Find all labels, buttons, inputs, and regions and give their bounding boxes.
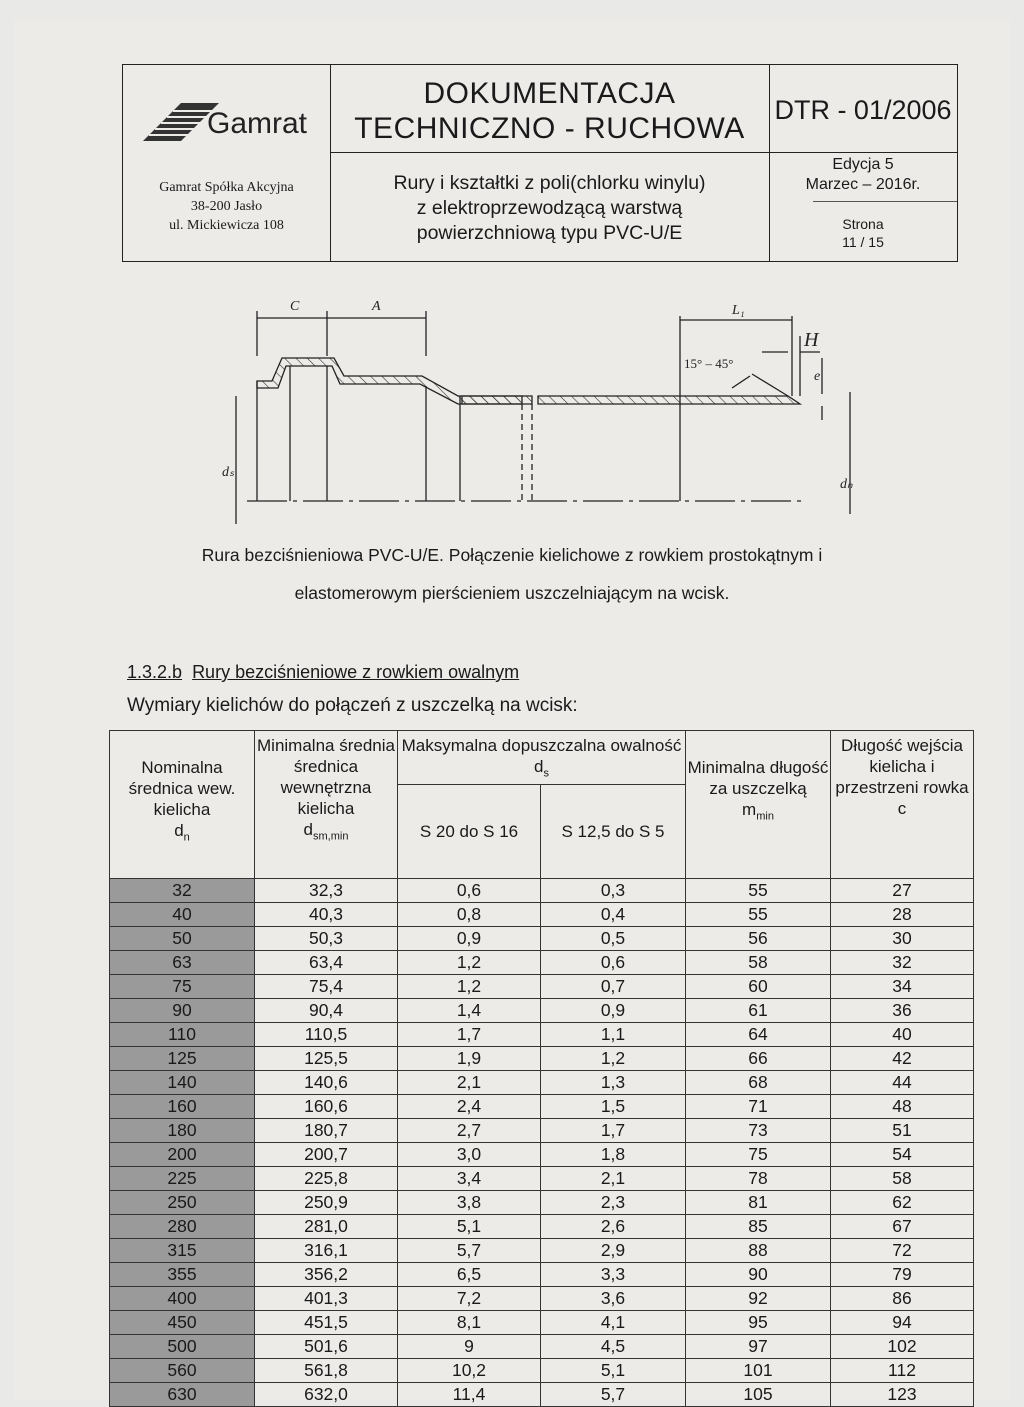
col-max-ovality-sub: s: [543, 767, 549, 780]
table-cell: 102: [831, 1335, 974, 1359]
col-entry-length: [831, 731, 974, 879]
label-ds: dₛ: [222, 465, 235, 480]
table-cell: 75: [110, 975, 255, 999]
table-cell: 180: [110, 1119, 255, 1143]
table-cell: 315: [110, 1239, 255, 1263]
table-cell: 66: [686, 1047, 831, 1071]
table-cell: 3,0: [398, 1143, 541, 1167]
col-ovality-s20-s16: S 20 do S 16: [398, 785, 541, 879]
table-cell: 58: [686, 951, 831, 975]
table-row: [110, 975, 974, 999]
table-cell: 51: [831, 1119, 974, 1143]
col-nominal-diameter-sub: n: [183, 831, 190, 844]
table-cell: 61: [686, 999, 831, 1023]
table-cell: 1,9: [398, 1047, 541, 1071]
table-cell: 86: [831, 1287, 974, 1311]
table-cell: 58: [831, 1167, 974, 1191]
table-cell: 280: [110, 1215, 255, 1239]
doc-title-line-2: TECHNICZNO - RUCHOWA: [354, 112, 745, 145]
col-min-mean-diameter-label: Minimalna średnia średnica wewnętrzna kielicha: [257, 736, 395, 818]
table-cell: 0,3: [541, 879, 686, 903]
table-cell: 3,3: [541, 1263, 686, 1287]
table-cell: 1,7: [541, 1119, 686, 1143]
table-cell: 2,1: [398, 1071, 541, 1095]
table-cell: 451,5: [255, 1311, 398, 1335]
table-cell: 40: [110, 903, 255, 927]
table-cell: 200,7: [255, 1143, 398, 1167]
table-cell: 101: [686, 1359, 831, 1383]
table-cell: 450: [110, 1311, 255, 1335]
table-cell: 95: [686, 1311, 831, 1335]
table-cell: 8,1: [398, 1311, 541, 1335]
table-cell: 123: [831, 1383, 974, 1407]
table-cell: 1,5: [541, 1095, 686, 1119]
label-dn: dₙ: [840, 477, 853, 492]
doc-code: DTR - 01/2006: [774, 95, 952, 125]
table-cell: 0,9: [398, 927, 541, 951]
table-cell: 10,2: [398, 1359, 541, 1383]
table-cell: 54: [831, 1143, 974, 1167]
table-row: [110, 1335, 974, 1359]
table-row: [110, 1263, 974, 1287]
table-cell: 2,6: [541, 1215, 686, 1239]
code-cell: [769, 65, 957, 261]
table-cell: 64: [686, 1023, 831, 1047]
table-cell: 56: [686, 927, 831, 951]
document-header: [122, 64, 958, 262]
section-title: Rury bezciśnieniowe z rowkiem owalnym: [192, 662, 520, 682]
table-cell: 40,3: [255, 903, 398, 927]
col-nominal-diameter-symbol: d: [174, 821, 184, 840]
table-cell: 4,5: [541, 1335, 686, 1359]
table-cell: 1,4: [398, 999, 541, 1023]
table-cell: 72: [831, 1239, 974, 1263]
table-cell: 1,1: [541, 1023, 686, 1047]
table-row: [110, 1167, 974, 1191]
table-cell: 250: [110, 1191, 255, 1215]
table-cell: 630: [110, 1383, 255, 1407]
table-cell: 63: [110, 951, 255, 975]
table-row: [110, 1047, 974, 1071]
table-row: [110, 903, 974, 927]
table-cell: 112: [831, 1359, 974, 1383]
edition-date: Marzec – 2016r.: [805, 176, 921, 193]
label-c: C: [290, 299, 300, 314]
table-cell: 11,4: [398, 1383, 541, 1407]
table-row: [110, 1143, 974, 1167]
table-cell: 88: [686, 1239, 831, 1263]
table-cell: 73: [686, 1119, 831, 1143]
col-min-mean-diameter-symbol: d: [303, 820, 313, 839]
col-min-length-symbol: m: [742, 800, 757, 819]
table-row: [110, 1311, 974, 1335]
table-cell: 9: [398, 1335, 541, 1359]
table-cell: 55: [686, 903, 831, 927]
table-cell: 48: [831, 1095, 974, 1119]
col-entry-length-symbol: c: [897, 799, 907, 818]
table-cell: 50: [110, 927, 255, 951]
doc-code-cell: [769, 65, 957, 153]
table-cell: 90: [110, 999, 255, 1023]
table-cell: 36: [831, 999, 974, 1023]
address-line-2: ul. Mickiewicza 108: [169, 218, 284, 233]
table-cell: 281,0: [255, 1215, 398, 1239]
table-row: [110, 1359, 974, 1383]
table-cell: 30: [831, 927, 974, 951]
figure-caption-line-1: Rura bezciśnieniowa PVC-U/E. Połączenie kielichowe z rowkiem prostokątnym i: [201, 545, 823, 565]
col-min-mean-diameter-sub: sm,min: [313, 830, 349, 843]
table-cell: 1,3: [541, 1071, 686, 1095]
table-cell: 75,4: [255, 975, 398, 999]
table-cell: 85: [686, 1215, 831, 1239]
table-cell: 160: [110, 1095, 255, 1119]
table-cell: 3,6: [541, 1287, 686, 1311]
table-row: [110, 927, 974, 951]
table-row: [110, 999, 974, 1023]
doc-title-line-1: DOKUMENTACJA: [423, 77, 676, 110]
table-cell: 1,7: [398, 1023, 541, 1047]
col-nominal-diameter: [110, 731, 255, 879]
table-cell: 1,2: [398, 975, 541, 999]
table-cell: 68: [686, 1071, 831, 1095]
table-row: [110, 1383, 974, 1407]
doc-subtitle: [330, 171, 769, 246]
table-cell: 2,3: [541, 1191, 686, 1215]
divider: [813, 201, 957, 202]
table-cell: 0,4: [541, 903, 686, 927]
table-cell: 63,4: [255, 951, 398, 975]
label-l1: L₁: [732, 303, 745, 318]
table-cell: 5,1: [541, 1359, 686, 1383]
table-cell: 50,3: [255, 927, 398, 951]
table-row: [110, 951, 974, 975]
company-cell: [123, 65, 331, 261]
table-row: [110, 879, 974, 903]
table-cell: 2,9: [541, 1239, 686, 1263]
edition-info: [769, 155, 957, 195]
table-cell: 28: [831, 903, 974, 927]
table-cell: 2,4: [398, 1095, 541, 1119]
col-min-length: [686, 731, 831, 879]
socket-joint-drawing: [222, 296, 862, 524]
label-angle: 15° – 45°: [684, 356, 734, 371]
table-cell: 225,8: [255, 1167, 398, 1191]
table-row: [110, 1023, 974, 1047]
table-cell: 160,6: [255, 1095, 398, 1119]
table-cell: 90: [686, 1263, 831, 1287]
table-cell: 90,4: [255, 999, 398, 1023]
table-cell: 1,2: [398, 951, 541, 975]
table-row: [110, 1287, 974, 1311]
page-number: 11 / 15: [842, 234, 884, 250]
table-body: [110, 879, 974, 1407]
label-a: A: [372, 299, 381, 314]
section-heading: [127, 662, 519, 683]
col-max-ovality-label: Maksymalna dopuszczalna owalność d: [401, 736, 682, 776]
table-cell: 5,1: [398, 1215, 541, 1239]
table-cell: 316,1: [255, 1239, 398, 1263]
table-row: [110, 1215, 974, 1239]
page-label: Strona: [842, 216, 884, 232]
table-cell: 0,6: [541, 951, 686, 975]
table-cell: 79: [831, 1263, 974, 1287]
table-cell: 5,7: [398, 1239, 541, 1263]
table-row: [110, 1239, 974, 1263]
table-cell: 32,3: [255, 879, 398, 903]
figure-caption-line-2: elastomerowym pierścieniem uszczelniającym na wcisk.: [294, 583, 730, 603]
company-name: Gamrat Spółka Akcyjna: [159, 180, 294, 195]
table-row: [110, 1191, 974, 1215]
table-cell: 105: [686, 1383, 831, 1407]
table-cell: 501,6: [255, 1335, 398, 1359]
table-row: [110, 1119, 974, 1143]
table-cell: 62: [831, 1191, 974, 1215]
table-cell: 200: [110, 1143, 255, 1167]
table-cell: 5,7: [541, 1383, 686, 1407]
table-cell: 92: [686, 1287, 831, 1311]
edition: Edycja 5: [832, 156, 894, 173]
table-cell: 0,5: [541, 927, 686, 951]
table-cell: 94: [831, 1311, 974, 1335]
table-cell: 81: [686, 1191, 831, 1215]
table-cell: 55: [686, 879, 831, 903]
table-cell: 32: [831, 951, 974, 975]
table-cell: 34: [831, 975, 974, 999]
table-cell: 0,9: [541, 999, 686, 1023]
table-cell: 180,7: [255, 1119, 398, 1143]
col-min-mean-diameter: [255, 731, 398, 879]
col-entry-length-label: Długość wejścia kielicha i przestrzeni rowka: [835, 736, 969, 797]
table-cell: 44: [831, 1071, 974, 1095]
title-cell: [330, 65, 770, 261]
table-cell: 71: [686, 1095, 831, 1119]
doc-title-cell: [330, 65, 769, 153]
table-cell: 125: [110, 1047, 255, 1071]
table-cell: 7,2: [398, 1287, 541, 1311]
table-cell: 0,7: [541, 975, 686, 999]
table-cell: 250,9: [255, 1191, 398, 1215]
table-cell: 355: [110, 1263, 255, 1287]
label-h: H: [804, 329, 819, 351]
table-cell: 0,8: [398, 903, 541, 927]
table-cell: 140: [110, 1071, 255, 1095]
subtitle-line-1: Rury i kształtki z poli(chlorku winylu): [393, 172, 706, 194]
subtitle-line-3: powierzchniową typu PVC-U/E: [416, 222, 683, 244]
table-cell: 110,5: [255, 1023, 398, 1047]
col-min-length-sub: min: [756, 810, 774, 823]
table-cell: 1,8: [541, 1143, 686, 1167]
table-cell: 75: [686, 1143, 831, 1167]
table-cell: 32: [110, 879, 255, 903]
doc-title: [330, 76, 769, 146]
table-cell: 3,4: [398, 1167, 541, 1191]
socket-dimensions-table: [109, 730, 974, 1407]
table-cell: 60: [686, 975, 831, 999]
table-cell: 4,1: [541, 1311, 686, 1335]
subtitle-line-2: z elektroprzewodzącą warstwą: [416, 197, 683, 219]
table-cell: 6,5: [398, 1263, 541, 1287]
table-cell: 2,7: [398, 1119, 541, 1143]
col-min-length-label: Minimalna długość za uszczelką: [687, 758, 829, 798]
col-max-ovality: [398, 731, 686, 785]
page-info: [769, 215, 957, 251]
table-cell: 27: [831, 879, 974, 903]
label-e: e: [814, 369, 821, 384]
table-cell: 401,3: [255, 1287, 398, 1311]
table-cell: 500: [110, 1335, 255, 1359]
table-cell: 40: [831, 1023, 974, 1047]
table-cell: 632,0: [255, 1383, 398, 1407]
table-cell: 140,6: [255, 1071, 398, 1095]
table-cell: 0,6: [398, 879, 541, 903]
company-logo-text: Gamrat: [207, 107, 308, 140]
table-cell: 78: [686, 1167, 831, 1191]
section-number: 1.3.2.b: [127, 662, 183, 682]
table-cell: 561,8: [255, 1359, 398, 1383]
table-title: Wymiary kielichów do połączeń z uszczelką na wcisk:: [127, 695, 578, 716]
table-cell: 110: [110, 1023, 255, 1047]
table-cell: 560: [110, 1359, 255, 1383]
address-line-1: 38-200 Jasło: [190, 199, 263, 214]
table-cell: 356,2: [255, 1263, 398, 1287]
col-ovality-s125-s5: S 12,5 do S 5: [541, 785, 686, 879]
table-cell: 2,1: [541, 1167, 686, 1191]
table-row: [110, 1071, 974, 1095]
table-cell: 125,5: [255, 1047, 398, 1071]
table-cell: 97: [686, 1335, 831, 1359]
table-cell: 3,8: [398, 1191, 541, 1215]
table-cell: 225: [110, 1167, 255, 1191]
company-address: [123, 178, 330, 235]
table-cell: 42: [831, 1047, 974, 1071]
table-row: [110, 1095, 974, 1119]
table-cell: 400: [110, 1287, 255, 1311]
col-nominal-diameter-label: Nominalna średnica wew. kielicha: [128, 758, 236, 819]
table-cell: 1,2: [541, 1047, 686, 1071]
table-cell: 67: [831, 1215, 974, 1239]
